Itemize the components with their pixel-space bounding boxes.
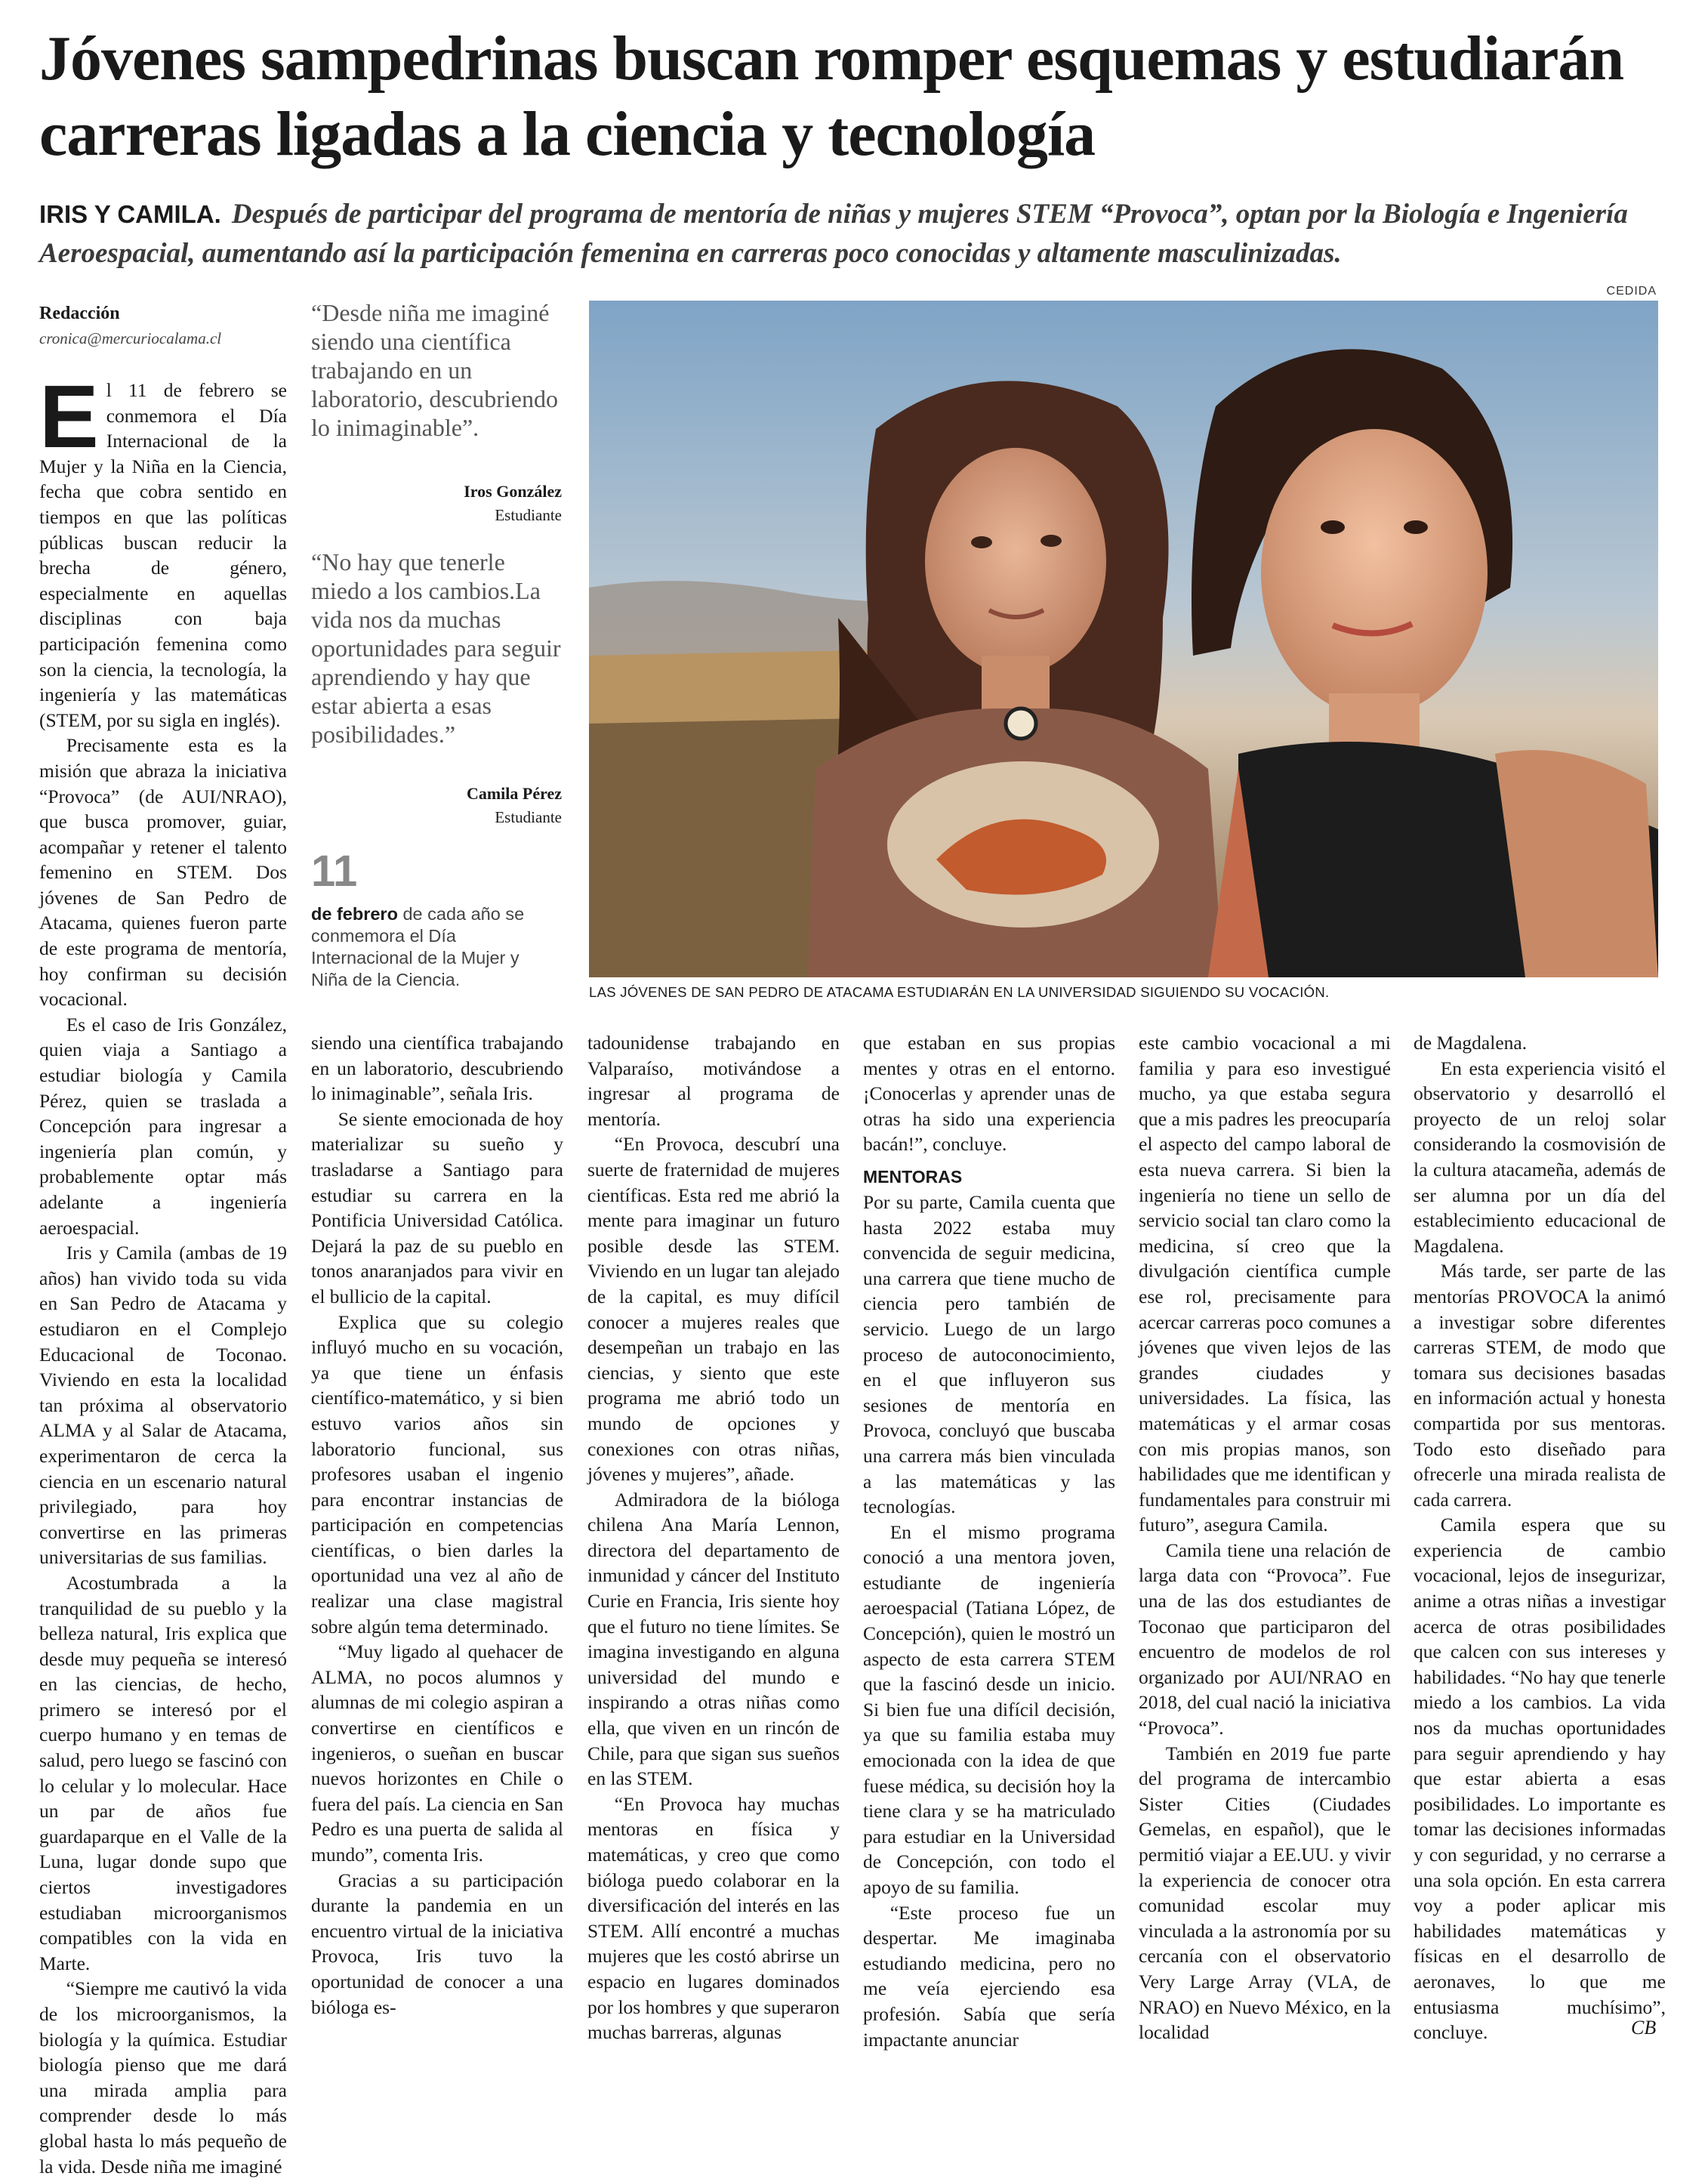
pull-quote-2: “No hay que tenerle miedo a los cambios.La vida nos da muchas oportunidades para seguir aprendiendo y hay que estar abierta a esas posibilidades.”	[311, 548, 561, 748]
column-6	[1414, 1030, 1666, 2045]
subhead	[39, 195, 1678, 273]
column-5	[1139, 1030, 1391, 2045]
column-2	[311, 1030, 563, 2020]
fact-rest-2: se conmemora el Día Internacional de la Mujer y Niña de la Ciencia.	[311, 904, 525, 989]
column-4	[863, 1030, 1115, 2052]
end-mark: CB	[1631, 2017, 1657, 2039]
paragraph: Admiradora de la bióloga chilena Ana María Lennon, directora del departamento de inmunidad y cáncer del Instituto Curie en Francia, Iris siente hoy que el futuro no tiene límites. Se imagina investigando en alguna universidad del mundo e inspirando a otras niñas como ella, que viven en un rincón de Chile, para que sigan sus sueños en las STEM.	[587, 1488, 840, 1790]
quote-1-author: Iros González	[464, 482, 562, 501]
paragraph: “En Provoca, descubrí una suerte de fraternidad de mujeres científicas. Esta red me abrió la mente para imaginar un futuro posible desde las STEM. Viviendo en un lugar tan alejado de la capital, es muy difícil conocer a mujeres reales que desempeñan un trabajo en las ciencias, y siento que este programa me abrió todo un mundo de opciones y conexiones con otras niñas, jóvenes y mujeres”, añade.	[587, 1133, 840, 1486]
fact-bold: de febrero	[311, 904, 398, 924]
column-3	[587, 1030, 840, 2045]
paragraph: “En Provoca hay muchas mentoras en física y matemáticas, y creo que como bióloga puedo colaborar en la diversificación del interés en las STEM. Allí encontré a muchas mujeres que les costó abrirse un espacio en lugares dominados por los hombres y que superaron muchas barreras, algunas	[587, 1792, 840, 2044]
paragraph: Gracias a su participación durante la pandemia en un encuentro virtual de la iniciativa Provoca, Iris tuvo la oportunidad de conocer a una bióloga es-	[311, 1869, 563, 2018]
lead-text: l 11 de febrero se conmemora el Día Internacional de la Mujer y la Niña en la Ciencia, fecha que cobra sentido en tiempos en que las políticas públicas buscan reducir la brecha de género, especialmente en aquellas disciplinas con baja participación femenina como son la ciencia, la tecnología, la ingeniería y las matemáticas (STEM, por su sigla en inglés).	[39, 379, 287, 731]
quote-1-role: Estudiante	[495, 506, 562, 524]
photo-illustration	[589, 301, 1658, 977]
headline: Jóvenes sampedrinas buscan romper esquemas y estudiarán carreras ligadas a la ciencia y tecnología	[39, 23, 1624, 169]
fact-number: 11	[311, 847, 358, 896]
paragraph: Explica que su colegio influyó mucho en su vocación, ya que tiene un énfasis científico-matemático, y si bien estuvo varios años sin laboratorio funcional, sus profesores usaban el ingenio para encontrar instancias de participación en competencias científicas, o bien darles la oportunidad una vez al año de realizar una clase magistral sobre algún tema determinado.	[311, 1310, 563, 1637]
paragraph: Por su parte, Camila cuenta que hasta 2022 estaba muy convencida de seguir medicina, una carrera que tiene mucho de ciencia pero también de servicio. Luego de un largo proceso de autoconocimiento, en el que influyeron sus sesiones de mentoría en Provoca, concluyó que buscaba una carrera más bien vinculada a las matemáticas y las tecnologías.	[863, 1190, 1115, 1518]
paragraph: “Siempre me cautivó la vida de los microorganismos, la biología y la química. Estudiar biología pienso que me dará una mirada amplia para comprender desde lo más global hasta lo más pequeño de la vida. Desde niña me imaginé	[39, 1977, 287, 2177]
fact-text	[311, 903, 560, 991]
section-heading: MENTORAS	[863, 1166, 963, 1187]
fact-rest-1: de cada año	[397, 904, 501, 924]
paragraph: tadounidense trabajando en Valparaíso, motivándose a ingresar al programa de mentoría.	[587, 1032, 840, 1130]
paragraph: “Muy ligado al quehacer de ALMA, no pocos alumnos y alumnas de mi colegio aspiran a convertirse en científicos e ingenieros, o sueñan en buscar nuevos horizontes en Chile o fuera del país. La ciencia en San Pedro es una puerta de salida al mundo”, comenta Iris.	[311, 1640, 563, 1866]
dek: Después de participar del programa de mentoría de niñas y mujeres STEM “Provoca”, optan por la Biología e Ingeniería Aeroespacial, aumentando así la participación femenina en carreras poco conocidas y altamente masculinizadas.	[39, 199, 1628, 269]
pull-quote-1: “Desde niña me imaginé siendo una científica trabajando en un laboratorio, descubriendo lo inimaginable”.	[311, 299, 558, 441]
paragraph: Acostumbrada a la tranquilidad de su pueblo y la belleza natural, Iris explica que desde muy pequeña se interesó en las ciencias, de hecho, primero se interesó por el cuerpo humano y en temas de salud, pero luego se fascinó con lo celular y lo molecular. Hace un par de años fue guardaparque en el Valle de la Luna, lugar donde supo que ciertos investigadores estudiaban microorganismos compatibles con la vida en Marte.	[39, 1571, 287, 1974]
paragraph: Camila tiene una relación de larga data con “Provoca”. Fue una de las dos estudiantes de Toconao que participaron del encuentro de modelos de rol organizado por AUI/NRAO en 2018, del cual nació la iniciativa “Provoca”.	[1139, 1539, 1391, 1739]
paragraph: En el mismo programa conoció a una mentora joven, estudiante de ingeniería aeroespacial (Tatiana López, de Concepción), quien le mostró un aspecto de esta carrera STEM que la fascinó desde un inicio. Si bien fue una difícil decisión, ya que su familia estaba muy emocionada con la idea de que fuese médica, su decisión hoy la tiene clara y se ha matriculado para estudiar en la Universidad de Concepción, con todo el apoyo de su familia.	[863, 1520, 1115, 1898]
paragraph: En esta experiencia visitó el observatorio y desarrolló el proyecto de un reloj solar considerando la cosmovisión de la cultura atacameña, además de ser alumna por un día del establecimiento educacional de Magdalena.	[1414, 1057, 1666, 1257]
byline: Redacción	[39, 304, 120, 323]
article-photo	[589, 301, 1658, 977]
paragraph: Es el caso de Iris González, quien viaja a Santiago a estudiar biología y Camila Pérez, quien se traslada a Concepción para ingresar a ingeniería plan común, y probablemente optar más adelante a ingeniería aeroespacial.	[39, 1013, 287, 1239]
column-1	[39, 367, 287, 2179]
paragraph	[39, 367, 287, 733]
author-email[interactable]: cronica@mercuriocalama.cl	[39, 329, 222, 347]
quote-2-author: Camila Pérez	[466, 784, 562, 803]
paragraph: siendo una científica trabajando en un laboratorio, descubriendo lo inimaginable”, señala Iris.	[311, 1032, 563, 1105]
paragraph: Precisamente esta es la misión que abraza la iniciativa “Provoca” (de AUI/NRAO), que busca promover, guiar, acompañar y retener el talento femenino en STEM. Dos jóvenes de San Pedro de Atacama, quienes fueron parte de este programa de mentoría, hoy confirman su decisión vocacional.	[39, 734, 287, 1011]
drop-cap: E	[39, 367, 99, 467]
photo-credit: CEDIDA	[1606, 285, 1657, 298]
paragraph: este cambio vocacional a mi familia y para eso investigué mucho, ya que estaba segura que a mis padres les preocuparía el aspecto del campo laboral de esta nueva carrera. Si bien la ingeniería no tiene un sello de servicio social tan claro como la medicina, sí creo que la divulgación científica cumple ese rol, precisamente para acercar carreras poco comunes a jóvenes que viven lejos de las grandes ciudades y universidades. La física, las matemáticas y el armar cosas con mis propias manos, son habilidades que me identifican y fundamentales para construir mi futuro”, asegura Camila.	[1139, 1032, 1391, 1536]
paragraph: También en 2019 fue parte del programa de intercambio Sister Cities (Ciudades Gemelas, en español), que le permitió viajar a EE.UU. y vivir la experiencia de conocer otra comunidad escolar muy vinculada a la astronomía por su cercanía con el observatorio Very Large Array (VLA, de NRAO) en Nuevo México, en la localidad	[1139, 1742, 1391, 2044]
paragraph: Camila espera que su experiencia de cambio vocacional, lejos de insegurizar, anime a otras niñas a investigar acerca de otras posibilidades que calcen con sus intereses y habilidades. “No hay que tenerle miedo a los cambios. La vida nos da muchas oportunidades para seguir aprendiendo y hay que estar abierta a esas posibilidades. Lo importante es tomar las decisiones informadas y con seguridad, y no cerrarse a una sola opción. En esta carrera voy a poder aplicar mis habilidades matemáticas y físicas en el desarrollo de aeronaves, lo que me entusiasma muchísimo”, concluye.	[1414, 1514, 1666, 2044]
quote-2-role: Estudiante	[495, 808, 562, 826]
paragraph: “Este proceso fue un despertar. Me imaginaba estudiando medicina, pero no me veía ejerciendo esa profesión. Sabía que sería impactante anunciar	[863, 1901, 1115, 2051]
paragraph: que estaban en sus propias mentes y otras en el entorno. ¡Conocerlas y aprender unas de otras ha sido una experiencia bacán!”, concluye.	[863, 1032, 1115, 1156]
paragraph: Más tarde, ser parte de las mentorías PROVOCA la animó a investigar sobre diferentes carreras STEM, de modo que tomara sus decisiones basadas en información actual y honesta compartida por sus mentoras. Todo esto diseñado para ofrecerle una mirada realista de cada carrera.	[1414, 1260, 1666, 1511]
photo-caption: LAS JÓVENES DE SAN PEDRO DE ATACAMA ESTUDIARÁN EN LA UNIVERSIDAD SIGUIENDO SU VOCACIÓN.	[589, 984, 1330, 1000]
paragraph: Iris y Camila (ambas de 19 años) han vivido toda su vida en San Pedro de Atacama y estudiaron en el Complejo Educacional de Toconao. Viviendo en esta la localidad tan próxima al observatorio ALMA y al Salar de Atacama, experimentaron de cerca la ciencia en un escenario natural privilegiado, para hoy convertirse en las primeras universitarias de sus familias.	[39, 1242, 287, 1569]
paragraph: de Magdalena.	[1414, 1032, 1528, 1054]
paragraph: Se siente emocionada de hoy materializar su sueño y trasladarse a Santiago para estudiar su carrera en la Pontificia Universidad Católica. Dejará la paz de su pueblo en tonos anaranjados para vivir en el bullicio de la capital.	[311, 1107, 563, 1307]
kicker: IRIS Y CAMILA.	[39, 200, 221, 228]
